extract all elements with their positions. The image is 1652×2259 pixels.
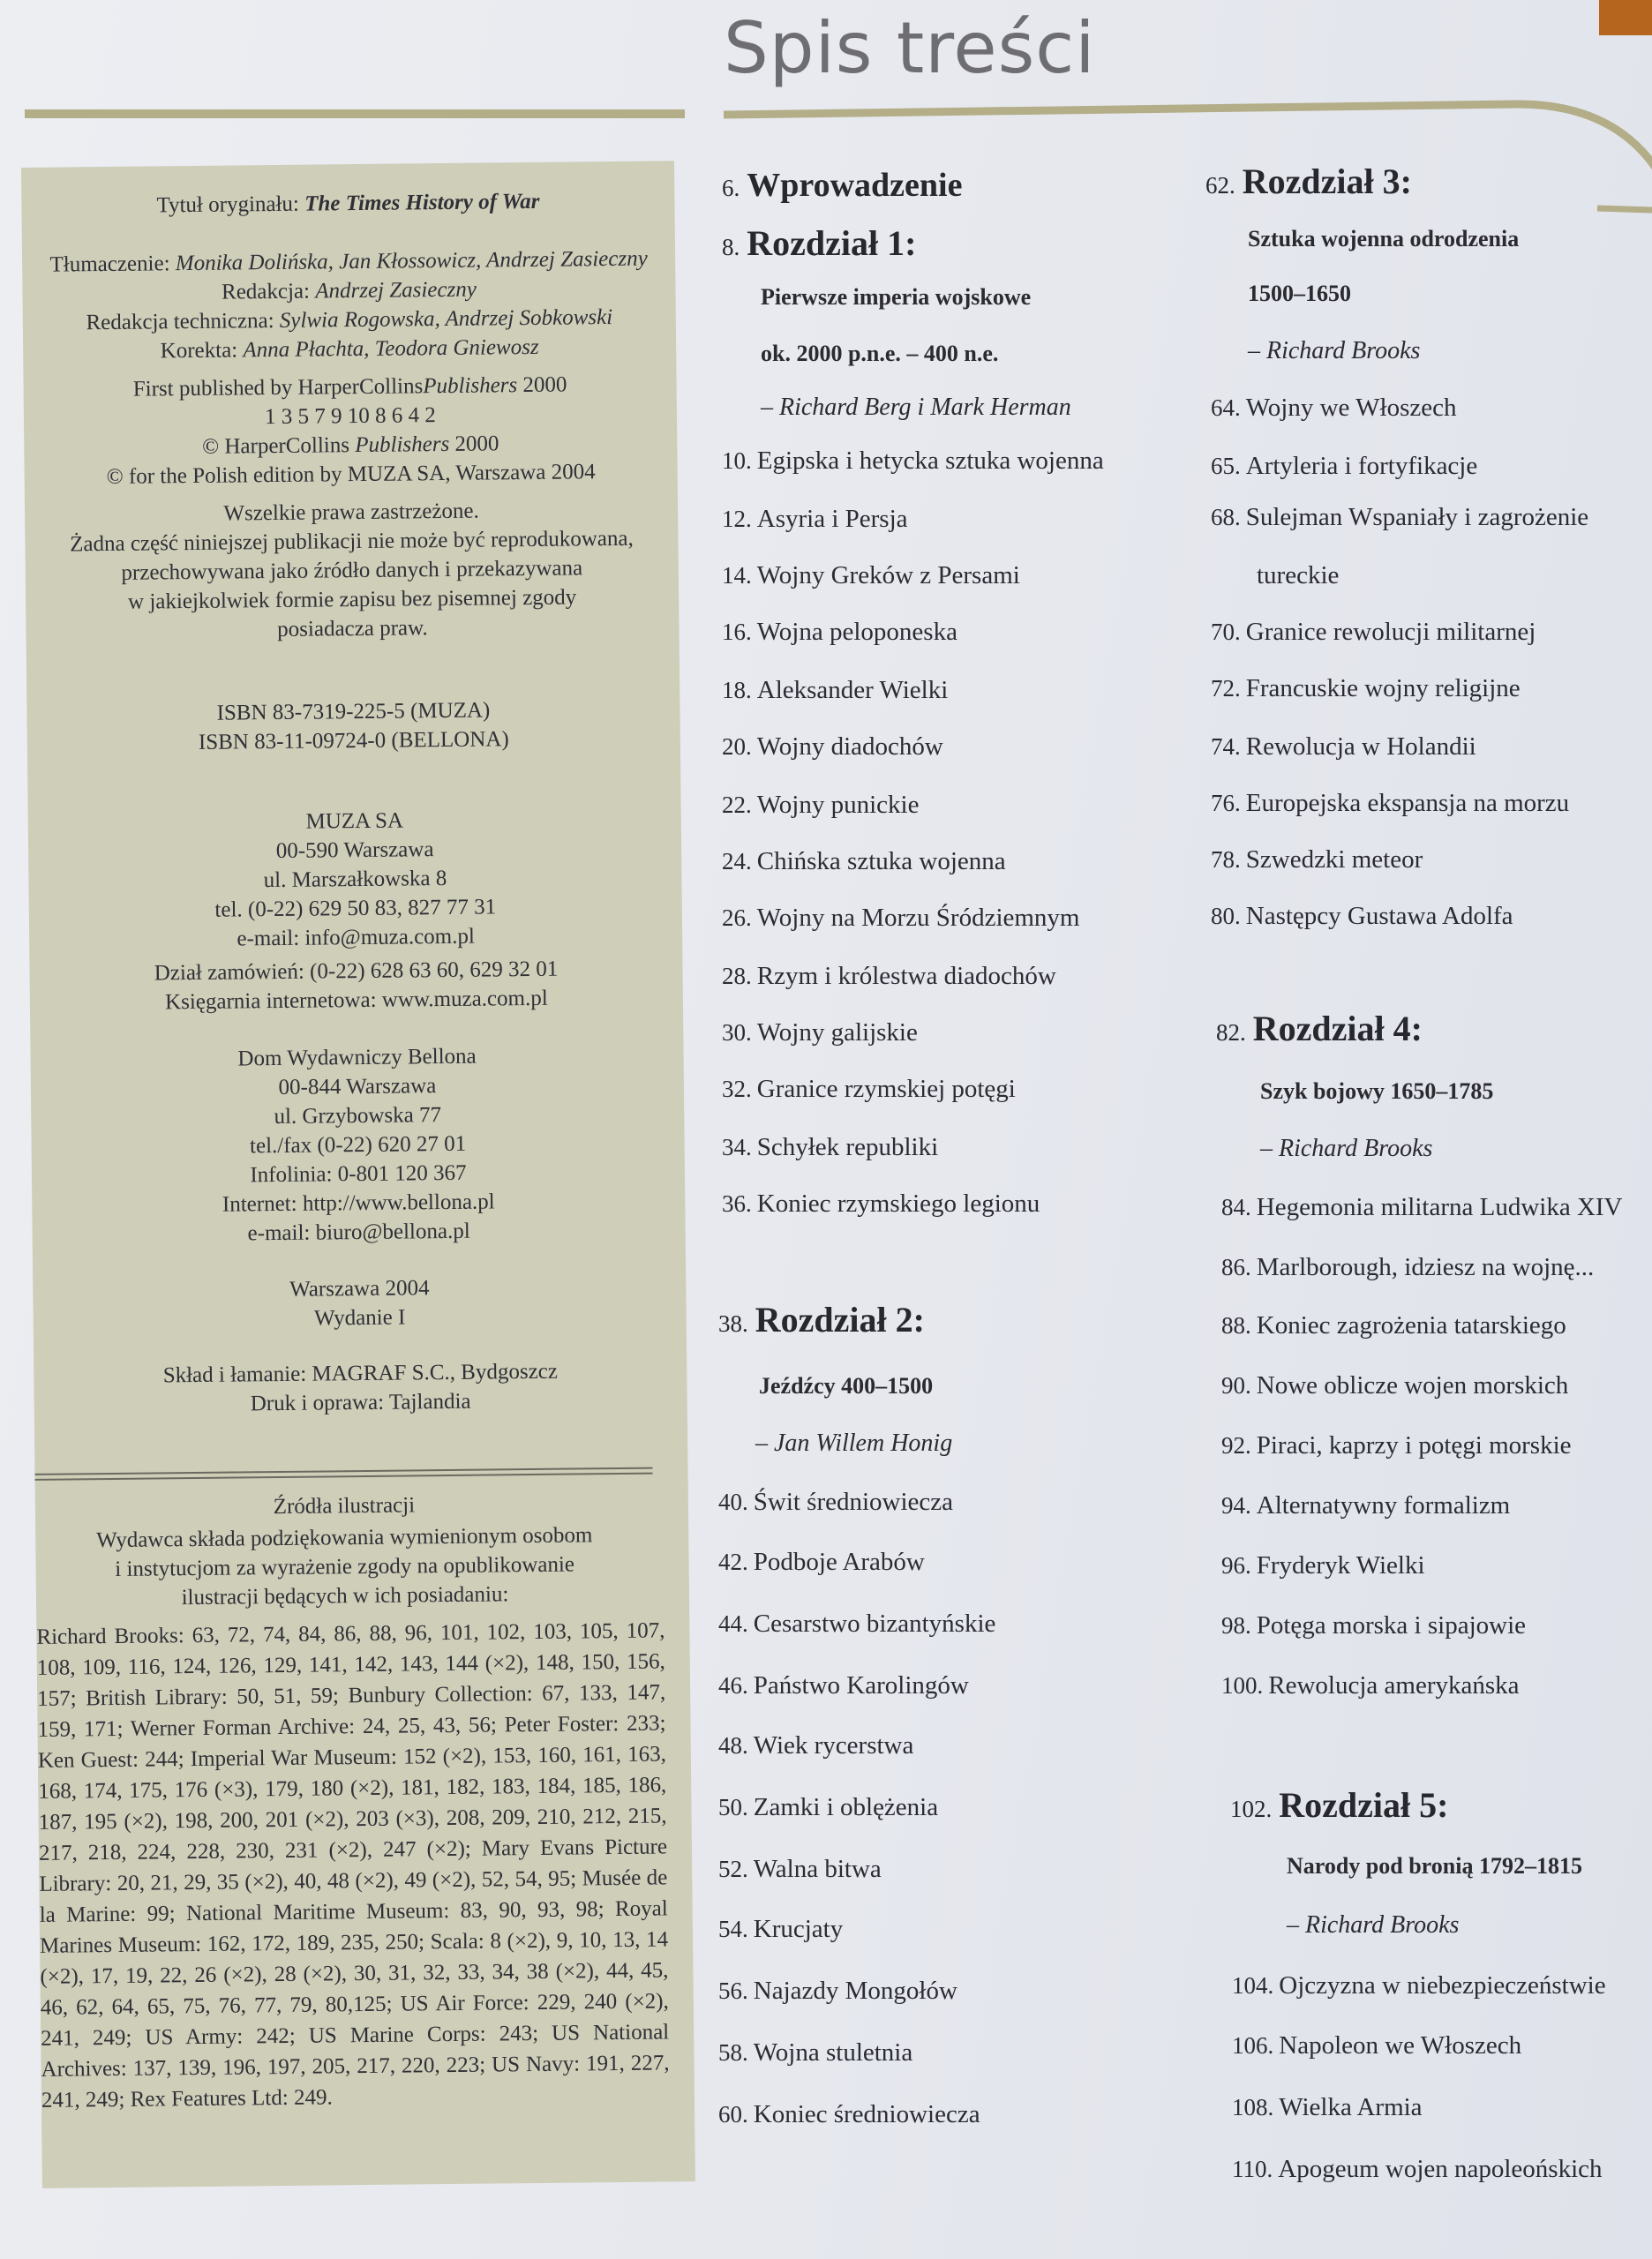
toc-entry-text: Koniec średniowiecza: [753, 2100, 980, 2128]
toc-entry-text: Wojny we Włoszech: [1245, 394, 1457, 422]
first-published-year: 2000: [517, 372, 567, 398]
toc-entry-text: Rewolucja w Holandii: [1245, 732, 1476, 761]
toc-entry-text: Wielka Armia: [1279, 2093, 1423, 2121]
page-number: 40.: [718, 1489, 748, 1515]
sources-intro-line: i instytucjom za wyrażenie zgody na opublikowanie: [115, 1552, 575, 1581]
page-number: 100.: [1221, 1672, 1264, 1699]
editing-label: Redakcja:: [221, 279, 311, 304]
toc-entry: [1221, 1431, 1572, 1460]
page-number: 28.: [722, 963, 752, 989]
toc-entry: [722, 505, 908, 534]
page-number: 34.: [722, 1134, 752, 1160]
isbn-line: ISBN 83-7319-225-5 (MUZA): [216, 698, 491, 725]
toc-chapter-author-text: – Richard Berg i Mark Herman: [761, 394, 1071, 421]
page-number: 82.: [1216, 1019, 1246, 1046]
address-line: Dom Wydawniczy Bellona: [237, 1044, 477, 1071]
toc-chapter-subtitle: [1287, 1853, 1582, 1880]
page-number: 56.: [718, 1978, 748, 2004]
toc-entry: [718, 1855, 882, 1884]
page-number: 22.: [722, 792, 752, 818]
toc-entry: [718, 1793, 938, 1822]
toc-entry: [1211, 845, 1423, 874]
toc-chapter-heading: [722, 222, 916, 264]
toc-entry-text: Wojny diadochów: [756, 732, 943, 761]
toc-entry-text: Świt średniowiecza: [753, 1488, 954, 1516]
production-line: Skład i łamanie: MAGRAF S.C., Bydgoszcz: [162, 1359, 559, 1388]
address-line: 00-590 Warszawa: [275, 837, 434, 864]
toc-chapter-subtitle-text: Jeźdźcy 400–1500: [759, 1373, 934, 1399]
original-title-label: Tytuł oryginału:: [156, 191, 300, 218]
toc-entry-text: Piraci, kaprzy i potęgi morskie: [1256, 1431, 1572, 1460]
toc-chapter-subtitle-text: Sztuka wojenna odrodzenia: [1248, 226, 1520, 251]
sources-intro: [35, 1520, 654, 1614]
toc-entry: [722, 676, 948, 705]
page-number: 46.: [718, 1672, 748, 1699]
toc-intro: [722, 166, 962, 205]
toc-entry: [1211, 503, 1588, 532]
toc-entry: [718, 2038, 912, 2068]
toc-entry: [718, 1548, 925, 1577]
edition-line: Warszawa 2004: [289, 1276, 430, 1302]
toc-entry: [722, 1190, 1040, 1219]
rights-line: Wszelkie prawa zastrzeżone.: [223, 499, 479, 526]
toc-entry-text: Hegemonia militarna Ludwika XIV: [1256, 1193, 1623, 1221]
production-line: Druk i oprawa: Tajlandia: [250, 1389, 471, 1416]
toc-entry-text: Wojny Greków z Persami: [756, 561, 1020, 589]
toc-entry-text: Podboje Arabów: [753, 1548, 925, 1576]
toc-chapter-heading: [718, 1299, 925, 1340]
toc-entry: [1221, 1491, 1510, 1520]
sources-title: Źródła ilustracji: [273, 1493, 416, 1520]
page-number: 8.: [722, 234, 740, 260]
page-number: 50.: [718, 1794, 748, 1820]
rights-line: posiadacza praw.: [277, 616, 428, 642]
page-number: 16.: [722, 619, 752, 645]
toc-entry-text: Fryderyk Wielki: [1256, 1551, 1425, 1580]
toc-chapter-heading-text: Rozdział 5:: [1279, 1785, 1449, 1825]
proofreading-label: Korekta:: [160, 338, 238, 364]
toc-entry-text: tureckie: [1257, 561, 1340, 589]
page-number: 32.: [722, 1076, 752, 1102]
toc-entry: [1211, 732, 1476, 762]
page-number: 62.: [1205, 172, 1235, 199]
toc-entry: [1257, 561, 1339, 590]
edition-block: [33, 1271, 687, 1336]
toc-entry-text: Marlborough, idziesz na wojnę...: [1256, 1253, 1595, 1281]
first-published-pub: Publishers: [423, 373, 518, 399]
editing-names: Andrzej Zasieczny: [315, 277, 477, 304]
page-number: 65.: [1211, 453, 1241, 479]
sources-divider: [34, 1467, 652, 1481]
toc-entry-text: Ojczyzna w niebezpieczeństwie: [1279, 1971, 1606, 2000]
toc-chapter-subtitle-text: ok. 2000 p.n.e. – 400 n.e.: [761, 341, 999, 366]
page-number: 38.: [718, 1310, 748, 1337]
page-number: 92.: [1221, 1432, 1251, 1459]
toc-entry-text: Chińska sztuka wojenna: [756, 847, 1006, 875]
toc-chapter-subtitle-text: Pierwsze imperia wojskowe: [761, 284, 1032, 310]
page-number: 108.: [1232, 2094, 1274, 2120]
toc-entry: [722, 904, 1080, 933]
copyright-polish: © for the Polish edition by MUZA SA, Warszawa 2004: [106, 460, 596, 490]
toc-entry-text: Koniec rzymskiego legionu: [756, 1190, 1040, 1218]
toc-entry: [718, 1671, 969, 1700]
address-line: ul. Grzybowska 77: [274, 1103, 442, 1130]
toc-entry-text: Wojny punickie: [756, 791, 920, 819]
toc-chapter-subtitle: [1248, 281, 1351, 307]
toc-intro-text: Wprowadzenie: [747, 167, 963, 204]
page-number: 12.: [722, 506, 752, 532]
toc-entry-text: Cesarstwo bizantyńskie: [753, 1610, 996, 1638]
toc-chapter-author-text: – Richard Brooks: [1287, 1911, 1460, 1939]
page-number: 72.: [1211, 675, 1241, 702]
toc-chapter-subtitle: [1248, 226, 1519, 252]
page-number: 52.: [718, 1856, 748, 1882]
translation-label: Tłumaczenie:: [49, 251, 170, 277]
page-number: 88.: [1221, 1312, 1251, 1339]
toc-entry-text: Aleksander Wielki: [756, 676, 949, 704]
background-edge: [1599, 0, 1652, 35]
toc-entry-text: Państwo Karolingów: [753, 1671, 969, 1700]
toc-entry-text: Krucjaty: [753, 1915, 844, 1943]
bellona-address-block: [30, 1039, 685, 1250]
translation-names: Monika Dolińska, Jan Kłossowicz, Andrzej Zasieczny: [175, 246, 648, 276]
page-number: 84.: [1221, 1194, 1251, 1220]
toc-entry-text: Rzym i królestwa diadochów: [756, 962, 1056, 990]
toc-entry-text: Szwedzki meteor: [1245, 845, 1423, 874]
toc-entry: [722, 1133, 938, 1162]
toc-entry: [722, 1018, 918, 1047]
page-number: 76.: [1211, 790, 1241, 816]
toc-entry: [718, 1915, 843, 1944]
address-line: 00-844 Warszawa: [278, 1074, 437, 1100]
address-line: ul. Marszałkowska 8: [263, 866, 447, 893]
toc-chapter-subtitle: [761, 341, 998, 367]
page-number: 96.: [1221, 1552, 1251, 1579]
toc-entry: [722, 847, 1006, 876]
page-number: 26.: [722, 904, 752, 931]
toc-entry-text: Wojny galijskie: [756, 1018, 918, 1047]
page-number: 10.: [722, 447, 752, 474]
toc-chapter-heading-text: Rozdział 4:: [1252, 1009, 1423, 1048]
page-number: 14.: [722, 562, 752, 589]
page-number: 78.: [1211, 846, 1241, 873]
toc-entry-text: Rewolucja amerykańska: [1268, 1671, 1520, 1700]
toc-entry-text: Następcy Gustawa Adolfa: [1245, 902, 1513, 930]
toc-entry: [722, 618, 957, 647]
illustration-credits: Richard Brooks: 63, 72, 74, 84, 86, 88, 96, 101, 102, 103, 105, 107, 108, 109, 116, 124, 126, 129, 141, 142, 143, 144 (×2), 148, 150, 156, 157; British Library: 50, 51, 59; Bunbury Collection: 67, 133, 147, 159, 171; Werner Forman Archive: 24, 25, 43, 56; Peter Foster: 233; Ken Guest: 244; Imperial War Museum: 152 (×2), 153, 160, 161, 163, 168, 174, 175, 176 (×3), 179, 180 (×2), 181, 182, 183, 184, 185, 186, 187, 195 (×2), 198, 200, 201 (×2), 203 (×3), 208, 209, 210, 212, 215, 217, 218, 224, 228, 230, 231 (×2), 247 (×2); Mary Evans Picture Library: 20, 21, 29, 35 (×2), 40, 48 (×2), 49 (×2), 52, 54, 95; Musée de la Marine: 99; National Maritime Museum: 83, 90, 93, 98; Royal Marines Museum: 162, 172, 189, 235, 250; Scala: 8 (×2), 9, 10, 13, 14 (×2), 17, 19, 22, 26 (×2), 28 (×2), 30, 31, 32, 33, 34, 38 (×2), 44, 45, 46, 62, 64, 65, 75, 76, 77, 79, 80,125; US Air Force: 229, 240 (×2), 241, 249; US Army: 242; US Marine Corps: 243; US National Archives: 137, 139, 196, 197, 205, 217, 220, 223; US Navy: 191, 227, 241, 249; Rex Features Ltd: 249.: [36, 1618, 670, 2113]
rights-block: [25, 494, 680, 647]
page-number: 54.: [718, 1916, 748, 1942]
toc-chapter-author-text: – Richard Brooks: [1260, 1135, 1433, 1162]
toc-entry: [1211, 452, 1477, 481]
toc-entry: [1232, 2155, 1603, 2184]
rights-line: przechowywana jako źródło danych i przekazywana: [121, 556, 583, 585]
rights-line: Żadna część niniejszej publikacji nie może być reprodukowana,: [70, 526, 634, 557]
page-number: 106.: [1232, 2032, 1274, 2059]
page-number: 20.: [722, 733, 752, 760]
toc-chapter-subtitle: [1260, 1078, 1493, 1105]
orders-block: [29, 953, 683, 1018]
page-number: 60.: [718, 2101, 748, 2128]
page-number: 70.: [1211, 619, 1241, 645]
page-number: 42.: [718, 1549, 748, 1575]
sources-intro-line: ilustracji będących w ich posiadaniu:: [181, 1582, 509, 1610]
toc-entry-text: Walna bitwa: [753, 1855, 882, 1883]
toc-entry-text: Asyria i Persja: [756, 505, 908, 533]
toc-chapter-subtitle: [759, 1373, 933, 1400]
orders-line: Księgarnia internetowa: www.muza.com.pl: [164, 986, 548, 1015]
page-number: 64.: [1211, 394, 1241, 421]
page-number: 30.: [722, 1019, 752, 1046]
toc-entry: [722, 791, 919, 820]
toc-entry-text: Schyłek republiki: [756, 1133, 939, 1161]
isbn-line: ISBN 83-11-09724-0 (BELLONA): [198, 727, 509, 754]
toc-entry-text: Wojna peloponeska: [756, 618, 957, 646]
tech-editing-names: Sylwia Rogowska, Andrzej Sobkowski: [279, 304, 613, 333]
first-published-prefix: First published by HarperCollins: [132, 374, 424, 402]
toc-chapter-author-text: – Jan Willem Honig: [755, 1430, 953, 1457]
toc-entry-text: Granice rzymskiej potęgi: [756, 1075, 1016, 1103]
toc-entry: [718, 2100, 980, 2129]
address-line: e-mail: info@muza.com.pl: [237, 924, 476, 951]
copyright-pub: Publishers: [355, 432, 450, 458]
original-title: The Times History of War: [304, 189, 540, 216]
toc-entry: [1232, 2031, 1521, 2060]
toc-entry: [1221, 1371, 1568, 1400]
toc-entry: [1211, 618, 1536, 647]
print-line: 1 3 5 7 9 10 8 6 4 2: [264, 403, 436, 430]
page-number: 86.: [1221, 1254, 1251, 1280]
page-number: 68.: [1211, 504, 1241, 530]
toc-entry: [722, 561, 1020, 590]
original-title-block: [21, 185, 674, 221]
page-number: 110.: [1232, 2156, 1273, 2182]
toc-entry: [718, 1977, 957, 2006]
toc-entry: [1211, 902, 1513, 931]
toc-entry: [722, 447, 1104, 476]
address-line: tel. (0-22) 629 50 83, 827 77 31: [214, 895, 497, 922]
toc-chapter-heading: [1216, 1008, 1423, 1049]
toc-entry: [1211, 674, 1521, 703]
page-number: 24.: [722, 848, 752, 874]
toc-entry-text: Sulejman Wspaniały i zagrożenie: [1245, 503, 1589, 531]
toc-entry-text: Potęga morska i sipajowie: [1256, 1611, 1527, 1640]
toc-entry: [1211, 394, 1456, 423]
toc-entry: [1232, 2093, 1423, 2122]
toc-chapter-heading: [1205, 161, 1412, 202]
toc-chapter-heading-text: Rozdział 2:: [755, 1300, 925, 1340]
toc-entry-text: Nowe oblicze wojen morskich: [1256, 1371, 1569, 1400]
page-number: 44.: [718, 1610, 748, 1637]
toc-chapter-author-text: – Richard Brooks: [1248, 337, 1421, 364]
tech-editing-label: Redakcja techniczna:: [86, 309, 274, 335]
page-number: 36.: [722, 1190, 752, 1217]
toc-chapter-subtitle-text: Narody pod bronią 1792–1815: [1287, 1853, 1582, 1879]
isbn-block: [26, 694, 680, 759]
toc-entry: [722, 732, 943, 762]
page-number: 18.: [722, 677, 752, 703]
toc-chapter-heading-text: Rozdział 3:: [1242, 161, 1412, 201]
toc-chapter-author: [1287, 1911, 1459, 1940]
orders-line: Dział zamówień: (0-22) 628 63 60, 629 32 01: [154, 957, 559, 986]
copyright-year: 2000: [449, 432, 499, 456]
toc-entry: [722, 962, 1056, 991]
publication-block: [23, 369, 677, 492]
toc-entry-text: Europejska ekspansja na morzu: [1245, 789, 1570, 817]
toc-chapter-subtitle: [761, 284, 1031, 311]
toc-chapter-author: [1248, 337, 1420, 365]
page-number: 58.: [718, 2039, 748, 2066]
address-line: Internet: http://www.bellona.pl: [222, 1190, 495, 1217]
address-line: MUZA SA: [305, 808, 404, 834]
toc-chapter-subtitle-text: Szyk bojowy 1650–1785: [1260, 1078, 1494, 1104]
muza-address-block: [28, 803, 683, 956]
toc-chapter-heading: [1230, 1784, 1448, 1826]
page-number: 74.: [1211, 733, 1241, 760]
rights-line: w jakiejkolwiek formie zapisu bez pisemnej zgody: [127, 585, 577, 614]
credits-staff-block: [22, 244, 676, 367]
toc-entry-text: Wojny na Morzu Śródziemnym: [756, 904, 1080, 932]
toc-entry: [1221, 1551, 1425, 1580]
page-number: 98.: [1221, 1612, 1251, 1639]
address-line: e-mail: biuro@bellona.pl: [247, 1219, 470, 1246]
toc-entry-text: Alternatywny formalizm: [1256, 1491, 1511, 1520]
page-number: 6.: [722, 175, 740, 201]
toc-entry: [718, 1731, 913, 1760]
page-number: 94.: [1221, 1492, 1251, 1519]
toc-entry-text: Koniec zagrożenia tatarskiego: [1256, 1311, 1566, 1340]
toc-entry: [1221, 1671, 1520, 1700]
toc-chapter-subtitle-text: 1500–1650: [1248, 281, 1351, 306]
sources-intro-line: Wydawca składa podziękowania wymienionym osobom: [96, 1523, 593, 1553]
page-number: 48.: [718, 1732, 748, 1759]
toc-entry-text: Napoleon we Włoszech: [1279, 2031, 1522, 2060]
page-number: 90.: [1221, 1372, 1251, 1399]
production-block: [34, 1355, 687, 1421]
page-number: 102.: [1230, 1796, 1273, 1822]
edition-line: Wydanie I: [313, 1305, 406, 1331]
toc-entry-text: Granice rewolucji militarnej: [1245, 618, 1536, 646]
toc-chapter-author: [755, 1430, 952, 1458]
page-number: 80.: [1211, 903, 1241, 929]
toc-entry: [1221, 1193, 1623, 1222]
toc-entry: [718, 1610, 995, 1639]
page-number: 104.: [1232, 1972, 1274, 1999]
toc-chapter-author: [761, 394, 1071, 422]
copyright-prefix: © HarperCollins: [202, 433, 356, 459]
toc-entry: [1221, 1253, 1594, 1282]
toc-entry-text: Egipska i hetycka sztuka wojenna: [756, 447, 1104, 475]
toc-entry-text: Wiek rycerstwa: [753, 1731, 914, 1760]
toc-entry: [1221, 1611, 1526, 1640]
toc-entry-text: Zamki i oblężenia: [753, 1793, 939, 1821]
proofreading-names: Anna Płachta, Teodora Gniewosz: [243, 334, 539, 363]
toc-chapter-author: [1260, 1135, 1432, 1163]
toc-entry-text: Wojna stuletnia: [753, 2038, 913, 2067]
right-header-rule: [724, 85, 1652, 226]
address-line: tel./fax (0-22) 620 27 01: [249, 1131, 467, 1159]
imprint-panel: [21, 161, 695, 2188]
toc-entry-text: Najazdy Mongołów: [753, 1977, 957, 2005]
toc-entry: [722, 1075, 1016, 1104]
toc-entry-text: Apogeum wojen napoleońskich: [1278, 2155, 1603, 2183]
toc-entry-text: Artyleria i fortyfikacje: [1245, 452, 1478, 480]
toc-entry-text: Francuskie wojny religijne: [1245, 674, 1521, 702]
page-title: Spis treści: [724, 7, 1096, 89]
left-header-rule: [25, 109, 685, 118]
address-line: Infolinia: 0-801 120 367: [250, 1160, 467, 1188]
toc-entry: [1221, 1311, 1566, 1340]
toc-chapter-heading-text: Rozdział 1:: [747, 223, 917, 263]
toc-entry: [1211, 789, 1569, 818]
toc-entry: [1232, 1971, 1606, 2000]
toc-entry: [718, 1488, 953, 1517]
